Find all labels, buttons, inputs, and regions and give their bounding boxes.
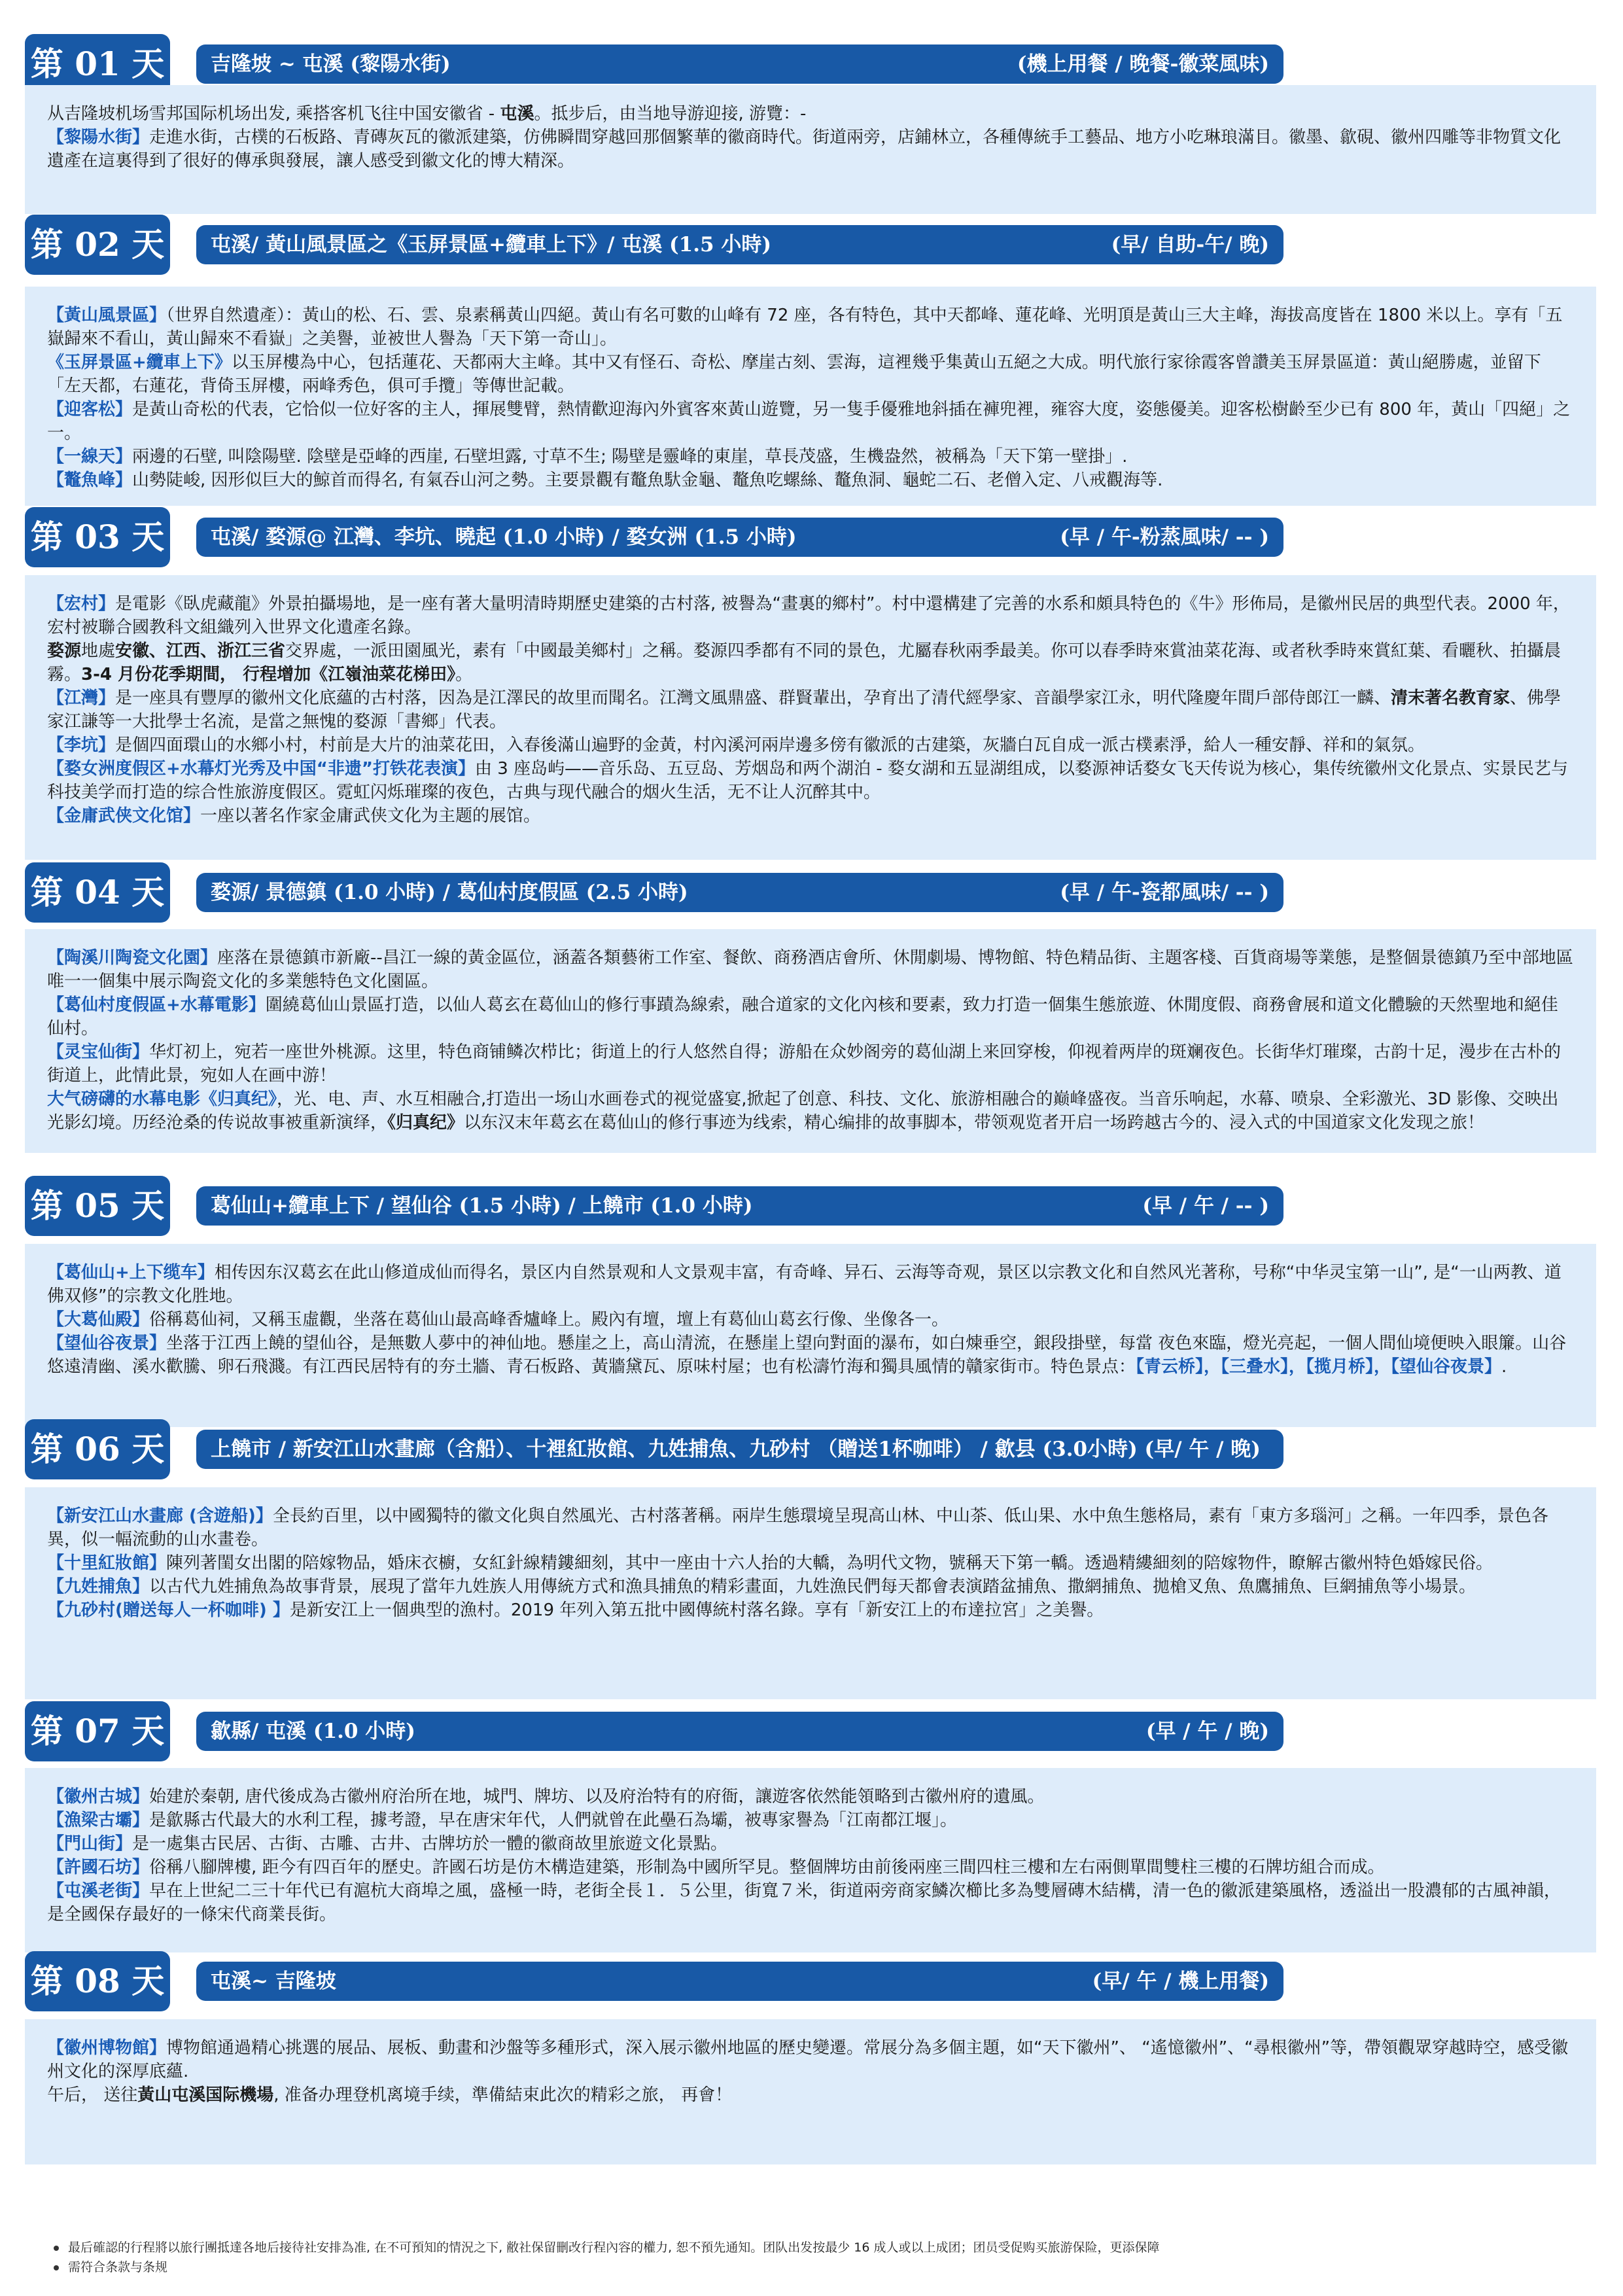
day-route-bar [196, 873, 1283, 912]
description-text: 。抵步后，由当地导游迎接, 游覽：- [534, 104, 807, 124]
description-paragraph [47, 1575, 1574, 1598]
description-text: 是新安江上一個典型的漁村。2019 年列入第五批中國傳統村落名錄。享有「新安江上的布達拉宮」之美譽。 [289, 1600, 1104, 1620]
day-route: 屯溪/ 黃山風景區之《玉屏景區+纜車上下》/ 屯溪 (1.5 小時) [211, 233, 772, 256]
highlight-text: 婺源 [47, 641, 82, 661]
day-route-bar [196, 518, 1283, 557]
day-header [25, 1951, 1596, 2011]
day-section [25, 862, 1596, 1133]
day-description [25, 929, 1596, 1153]
day-route-bar [196, 44, 1283, 84]
highlight-text: 黃山屯溪国际機場 [137, 2085, 274, 2105]
day-description [25, 2019, 1596, 2164]
attraction-name: 【漁梁古壩】 [47, 1810, 150, 1830]
description-paragraph [47, 592, 1574, 639]
day-section [25, 1701, 1596, 1924]
description-text: 。 [455, 665, 473, 684]
day-header [25, 862, 1596, 923]
day-section [25, 1951, 1596, 2105]
day-badge: 第 03 天 [25, 507, 170, 567]
description-paragraph [47, 304, 1574, 351]
attraction-name: 【迎客松】 [47, 400, 133, 419]
description-text: 是個四面環山的水鄉小村，村前是大片的油菜花田，入春後滿山遍野的金黃，村內溪河兩岸邊多傍有徽派的古建築，灰牆白瓦自成一派古樸素淨，給人一種安靜、祥和的氣氛。 [115, 735, 1425, 755]
description-paragraph [47, 126, 1574, 173]
attraction-name: 【九砂村(贈送每人一杯咖啡) 】 [47, 1600, 290, 1620]
description-paragraph [47, 1785, 1574, 1809]
attraction-name: 【徽州古城】 [47, 1787, 150, 1807]
day-badge: 第 06 天 [25, 1419, 170, 1479]
description-paragraph [47, 1832, 1574, 1856]
attraction-name: 【宏村】 [47, 594, 116, 614]
description-text: 是黃山奇松的代表，它恰似一位好客的主人，揮展雙臂，熱情歡迎海內外賓客來黃山遊覽，另一隻手優雅地斜插在褲兜裡，雍容大度，姿態優美。迎客松樹齡至少已有 800 年，黃山「四絕」之一。 [47, 400, 1571, 443]
day-badge: 第 04 天 [25, 862, 170, 923]
description-paragraph [47, 1261, 1574, 1308]
day-route: 葛仙山+纜車上下 / 望仙谷 (1.5 小時) / 上饒市 (1.0 小時) [211, 1194, 753, 1218]
description-paragraph [47, 102, 1574, 126]
day-route: 屯溪/ 婺源@ 江灣、李坑、曉起 (1.0 小時) / 婺女洲 (1.5 小時) [211, 525, 797, 549]
day-header [25, 215, 1596, 275]
attraction-name: 《玉屏景區+纜車上下》 [47, 353, 232, 372]
description-text: 俗稱八腳牌樓, 距今有四百年的歷史。許國石坊是仿木構造建築，形制為中國所罕見。整個牌坊由前後兩座三間四柱三樓和左右兩側單間雙柱三樓的石牌坊組合而成。 [149, 1858, 1385, 1877]
day-badge: 第 07 天 [25, 1701, 170, 1761]
day-section [25, 34, 1596, 171]
day-route: 婺源/ 景德鎮 (1.0 小時) / 葛仙村度假區 (2.5 小時) [211, 881, 688, 904]
description-text: , 准备办理登机离境手续，準備結束此次的精彩之旅， 再會！ [273, 2085, 733, 2105]
description-paragraph [47, 993, 1574, 1040]
description-text: 交界處，一派田園風光，素有「中國最美鄉村」之稱。婺源四季都有不同的景色，尤屬春秋兩季最美。你可以春季時來賞油菜花海、或者秋季時來賞紅葉、看曬秋、拍攝晨霧。 [47, 641, 1562, 684]
highlight-text: 屯溪 [500, 104, 534, 124]
attraction-name: 【十里紅妝館】 [47, 1553, 167, 1573]
day-meals: (早 / 午 / -- ) [1142, 1194, 1269, 1218]
description-paragraph [47, 468, 1574, 492]
day-meals: (早 / 午-瓷都風味/ -- ) [1060, 881, 1269, 904]
description-text: 早在上世紀二三十年代已有滬杭大商埠之風，盛極一時，老街全長１．５公里，街寬７米，街道兩旁商家鱗次櫛比多為雙層磚木結構，清一色的徽派建築風格，透溢出一股濃郁的古風神韻，是全國保存最好的一條宋代商業長街。 [47, 1881, 1562, 1924]
attraction-name: 【青云桥】，【三叠水】，【揽月桥】，【望仙谷夜景】 [1136, 1357, 1502, 1377]
attraction-name: 【灵宝仙街】 [47, 1042, 150, 1062]
attraction-name: 【葛仙村度假區+水幕電影】 [47, 995, 266, 1015]
day-description [25, 575, 1596, 860]
description-paragraph [47, 1308, 1574, 1332]
day-header [25, 1701, 1596, 1761]
description-paragraph [47, 1879, 1574, 1926]
footnote-item: 需符合条款与条规 [51, 2257, 1575, 2277]
description-text: 午后， 送往 [47, 2085, 138, 2105]
attraction-name: 【望仙谷夜景】 [47, 1333, 167, 1353]
description-text: 走進水街，古樸的石板路、青磚灰瓦的徽派建築，仿佛瞬間穿越回那個繁華的徽商時代。街道兩旁，店鋪林立，各種傳統手工藝品、地方小吃琳琅滿目。徽墨、歙硯、徽州四雕等非物質文化遺產在這裏得到了很好的傳承與發展，讓人感受到徽文化的博大精深。 [47, 128, 1562, 171]
attraction-name: 【徽州博物館】 [47, 2038, 167, 2058]
description-paragraph [47, 1598, 1574, 1622]
description-text: 由 3 座岛屿——音乐岛、五豆岛、芳烟岛和两个湖泊 - 婺女湖和五显湖组成，以婺源神话婺女飞天传说为核心，集传统徽州文化景点、实景民艺与科技美学而打造的综合性旅游度假区。霓虹闪烁璀璨的夜色，古典与现代融合的烟火生活，无不让人沉醉其中。 [47, 759, 1568, 802]
attraction-name: 【新安江山水畫廊 (含遊船)】 [47, 1506, 273, 1526]
description-text: 是電影《臥虎藏龍》外景拍攝場地，是一座有著大量明清時期歷史建築的古村落, 被譽為“畫裏的鄉村”。村中還構建了完善的水系和頗具特色的《牛》形佈局，是徽州民居的典型代表。2000 年，宏村被聯合國教科文組織列入世界文化遺產名錄。 [47, 594, 1570, 637]
description-text: 从吉隆坡机场雪邦国际机场出发, 乘搭客机飞往中国安徽省 - [47, 104, 500, 124]
description-paragraph [47, 804, 1574, 828]
description-text: 博物館通過精心挑選的展品、展板、動畫和沙盤等多種形式，深入展示徽州地區的歷史變遷。常展分為多個主題，如“天下徽州”、 “遙憶徽州”、“尋根徽州”等，帶領觀眾穿越時空，感受徽州文化的深厚底蘊. [47, 2038, 1569, 2081]
highlight-text: 3-4 月份花季期間， 行程增加《江嶺油菜花梯田》 [81, 665, 456, 684]
description-paragraph [47, 398, 1574, 445]
attraction-name: 【許國石坊】 [47, 1858, 150, 1877]
day-description [25, 287, 1596, 506]
day-description [25, 1487, 1596, 1699]
attraction-name: 大气磅礴的水幕电影《归真纪》 [47, 1089, 277, 1109]
day-description [25, 1768, 1596, 1952]
day-header [25, 1419, 1596, 1479]
description-text: . [1501, 1357, 1507, 1377]
attraction-name: 【金庸武侠文化馆】 [47, 806, 201, 826]
day-meals: (早/ 午 / 機上用餐) [1092, 1969, 1269, 1993]
day-description [25, 85, 1596, 214]
day-route-bar [196, 1430, 1283, 1469]
attraction-name: 【李坑】 [47, 735, 116, 755]
day-route-bar [196, 225, 1283, 264]
day-meals: (早/ 自助-午/ 晚) [1111, 233, 1269, 256]
description-text: 圍繞葛仙山景區打造，以仙人葛玄在葛仙山的修行事蹟為線索，融合道家的文化內核和要素，致力打造一個集生態旅遊、休閒度假、商務會展和道文化體驗的天然聖地和絕佳仙村。 [47, 995, 1558, 1038]
description-text: 全長約百里，以中國獨特的徽文化與自然風光、古村落著稱。兩岸生態環境呈現高山林、中山茶、低山果、水中魚生態格局，素有「東方多瑙河」之稱。一年四季，景色各異，似一幅流動的山水畫卷。 [47, 1506, 1548, 1549]
day-header [25, 507, 1596, 567]
attraction-name: 【九姓捕魚】 [47, 1577, 150, 1597]
description-paragraph [47, 1332, 1574, 1379]
day-meals: (機上用餐 / 晚餐-徽菜風味) [1017, 52, 1269, 76]
description-text: 一座以著名作家金庸武侠文化为主题的展馆。 [200, 806, 541, 826]
description-text: （世界自然遺產）：黃山的松、石、雲、泉素稱黃山四絕。黃山有名可數的山峰有 72 座，各有特色，其中天都峰、蓮花峰、光明頂是黃山三大主峰，海拔高度皆在 1800 米以上。享有「五嶽歸來不看山，黃山歸來不看嶽」之美譽，並被世人譽為「天下第一奇山」。 [47, 306, 1563, 349]
description-paragraph [47, 946, 1574, 993]
attraction-name: 【屯溪老街】 [47, 1881, 150, 1901]
day-badge: 第 05 天 [25, 1176, 170, 1236]
description-text: 相传因东汉葛玄在此山修道成仙而得名，景区内自然景观和人文景观丰富，有奇峰、异石、云海等奇观，景区以宗教文化和自然风光著称，号称“中华灵宝第一山”, 是“一山两教、道佛双修”的宗教文化胜地。 [47, 1263, 1562, 1306]
description-paragraph [47, 2036, 1574, 2083]
attraction-name: 【陶溪川陶瓷文化園】 [47, 948, 218, 968]
day-meals: (早 / 午-粉蒸風味/ -- ) [1060, 525, 1269, 549]
description-text: ，光、电、声、水互相融合,打造出一场山水画卷式的视觉盛宴,掀起了创意、科技、文化、旅游相融合的巅峰盛夜。当音乐响起，水幕、喷泉、全彩激光、3D 影像、交映出光影幻境。历经沧桑的传说故事被重新演绎， [47, 1089, 1559, 1133]
description-text: 山勢陡峻, 因形似巨大的鯨首而得名, 有氣吞山河之勢。主要景觀有鼇魚馱金龜、鼇魚吃螺絲、鼇魚洞、龜蛇二石、老僧入定、八戒觀海等. [132, 470, 1163, 490]
day-header [25, 1176, 1596, 1236]
attraction-name: 【門山街】 [47, 1834, 133, 1854]
description-paragraph [47, 733, 1574, 757]
description-text: 是一處集古民居、古街、古雕、古井、古牌坊於一體的徽商故里旅遊文化景點。 [132, 1834, 728, 1854]
day-route: 上饒市 / 新安江山水畫廊（含船）、十裡紅妝館、九姓捕魚、九砂村 （贈送1杯咖啡） / 歙县 (3.0小時) (早/ 午 / 晚) [211, 1438, 1261, 1461]
description-paragraph [47, 757, 1574, 804]
description-text: 是歙縣古代最大的水利工程，據考證，早在唐宋年代，人們就曾在此壘石為壩，被專家譽為「江南都江堰」。 [149, 1810, 958, 1830]
highlight-text: 清末著名教育家 [1391, 688, 1510, 708]
description-paragraph [47, 351, 1574, 398]
description-text: 俗稱葛仙祠，又稱玉虛觀，坐落在葛仙山最高峰香爐峰上。殿內有壇，壇上有葛仙山葛玄行像、坐像各一。 [149, 1310, 949, 1330]
description-paragraph [47, 1551, 1574, 1575]
description-text: 地處 [81, 641, 116, 661]
description-paragraph [47, 445, 1574, 468]
description-paragraph [47, 686, 1574, 733]
description-text: 座落在景德鎮市新廠--昌江一線的黃金區位，涵蓋各類藝術工作室、餐飲、商務酒店會所、休閒劇場、博物館、特色精品街、主題客棧、百貨商場等業態，是整個景德鎮乃至中部地區唯一一個集中展示陶瓷文化的多業態特色文化園區。 [47, 948, 1573, 991]
description-text: 始建於秦朝, 唐代後成為古徽州府治所在地，城門、牌坊、以及府治特有的府衙，讓遊客依然能領略到古徽州府的遺風。 [149, 1787, 1045, 1807]
description-text: 以东汉末年葛玄在葛仙山的修行事迹为线索，精心编排的故事脚本，带领观览者开启一场跨越古今的、浸入式的中国道家文化发现之旅！ [464, 1113, 1485, 1133]
day-badge: 第 02 天 [25, 215, 170, 275]
description-text: 以玉屏樓為中心，包括蓮花、天都兩大主峰。其中又有怪石、奇松、摩崖古刻、雲海，這裡幾乎集黃山五絕之大成。明代旅行家徐霞客曾讚美玉屏景區道：黃山絕勝處，並留下「左天都，右蓮花，背倚玉屏樓，兩峰秀色，俱可手攬」等傳世記載。 [47, 353, 1541, 396]
description-text: 华灯初上，宛若一座世外桃源。这里，特色商铺鳞次栉比；街道上的行人悠然自得；游船在众妙阁旁的葛仙湖上来回穿梭，仰视着两岸的斑斓夜色。长街华灯璀璨，古韵十足，漫步在古朴的街道上，此情此景，宛如人在画中游！ [47, 1042, 1562, 1086]
description-text: 、佛學家江謙等一大批學士名流，是當之無愧的婺源「書鄉」代表。 [47, 688, 1562, 732]
description-paragraph [47, 1504, 1574, 1551]
day-route: 屯溪~ 吉隆坡 [211, 1969, 336, 1993]
description-paragraph [47, 639, 1574, 686]
attraction-name: 【黎陽水街】 [47, 128, 150, 147]
day-description [25, 1244, 1596, 1427]
day-badge: 第 01 天 [25, 34, 170, 94]
day-route: 歙縣/ 屯溪 (1.0 小時) [211, 1720, 415, 1743]
attraction-name: 【葛仙山+上下缆车】 [47, 1263, 215, 1282]
attraction-name: 【一線天】 [47, 447, 133, 467]
description-paragraph [47, 1087, 1574, 1135]
day-route-bar [196, 1962, 1283, 2001]
description-text: 以古代九姓捕魚為故事背景，展現了當年九姓族人用傳統方式和漁具捕魚的精彩畫面，九姓漁民們每天都會表演踏盆捕魚、撒網捕魚、拋槍叉魚、魚鷹捕魚、巨網捕魚等小場景。 [149, 1577, 1476, 1597]
description-text: 是一座具有豐厚的徽州文化底蘊的古村落，因為是江澤民的故里而聞名。江灣文風鼎盛、群賢輩出，孕育出了清代經學家、音韻學家江永，明代隆慶年間戶部侍郎江一麟、 [115, 688, 1391, 708]
description-text: 坐落于江西上饒的望仙谷，是無數人夢中的神仙地。懸崖之上，高山清流，在懸崖上望向對面的瀑布，如白煉垂空，銀段掛壁，每當 夜色來臨，燈光亮起，一個人間仙境便映入眼簾。山谷悠遠清幽、溪水歡騰、卵石飛濺。有江西民居特有的夯土牆、青石板路、黃牆黛瓦、原味村屋；也有松濤竹海和獨具風情的贛家街市。特色景点： [47, 1333, 1567, 1377]
day-badge: 第 08 天 [25, 1951, 170, 2011]
description-paragraph [47, 2083, 1574, 2107]
attraction-name: 【江灣】 [47, 688, 116, 708]
description-text: 兩邊的石壁, 叫陰陽壁. 陰壁是亞峰的西崖, 石壁坦露, 寸草不生; 陽壁是靈峰的東崖，草長茂盛，生機盎然，被稱為「天下第一壁掛」. [132, 447, 1128, 467]
highlight-text: 安徽、江西、浙江三省 [115, 641, 286, 661]
day-section [25, 1419, 1596, 1620]
description-paragraph [47, 1856, 1574, 1879]
description-text: 陳列著閨女出閣的陪嫁物品，婚床衣櫥，女紅針線精鏤細刻，其中一座由十六人抬的大轎，為明代文物，號稱天下第一轎。透過精縷細刻的陪嫁物件，瞭解古徽州特色婚嫁民俗。 [166, 1553, 1493, 1573]
day-route: 吉隆坡 ~ 屯溪 (黎陽水街) [211, 52, 451, 76]
attraction-name: 【婺女洲度假区+水幕灯光秀及中国“非遗”打铁花表演】 [47, 759, 475, 779]
footnote-item: 最后確認的行程將以旅行團抵達各地后接待社安排為准, 在不可預知的情況之下, 敝社保留刪改行程內容的權力, 恕不預先通知。团队出发按最少 16 成人或以上成团；团员受促购买旅游保险，更添保障 [51, 2238, 1575, 2257]
description-paragraph [47, 1040, 1574, 1087]
day-meals: (早 / 午 / 晚) [1145, 1720, 1269, 1743]
attraction-name: 【鼇魚峰】 [47, 470, 133, 490]
footnotes [51, 2238, 1575, 2277]
attraction-name: 【黃山風景區】 [47, 306, 167, 325]
attraction-name: 【大葛仙殿】 [47, 1310, 150, 1330]
highlight-text: 《归真纪》 [387, 1113, 464, 1133]
day-section [25, 507, 1596, 826]
day-route-bar [196, 1712, 1283, 1751]
day-route-bar [196, 1186, 1283, 1226]
day-section [25, 1176, 1596, 1377]
description-paragraph [47, 1809, 1574, 1832]
day-section [25, 215, 1596, 490]
